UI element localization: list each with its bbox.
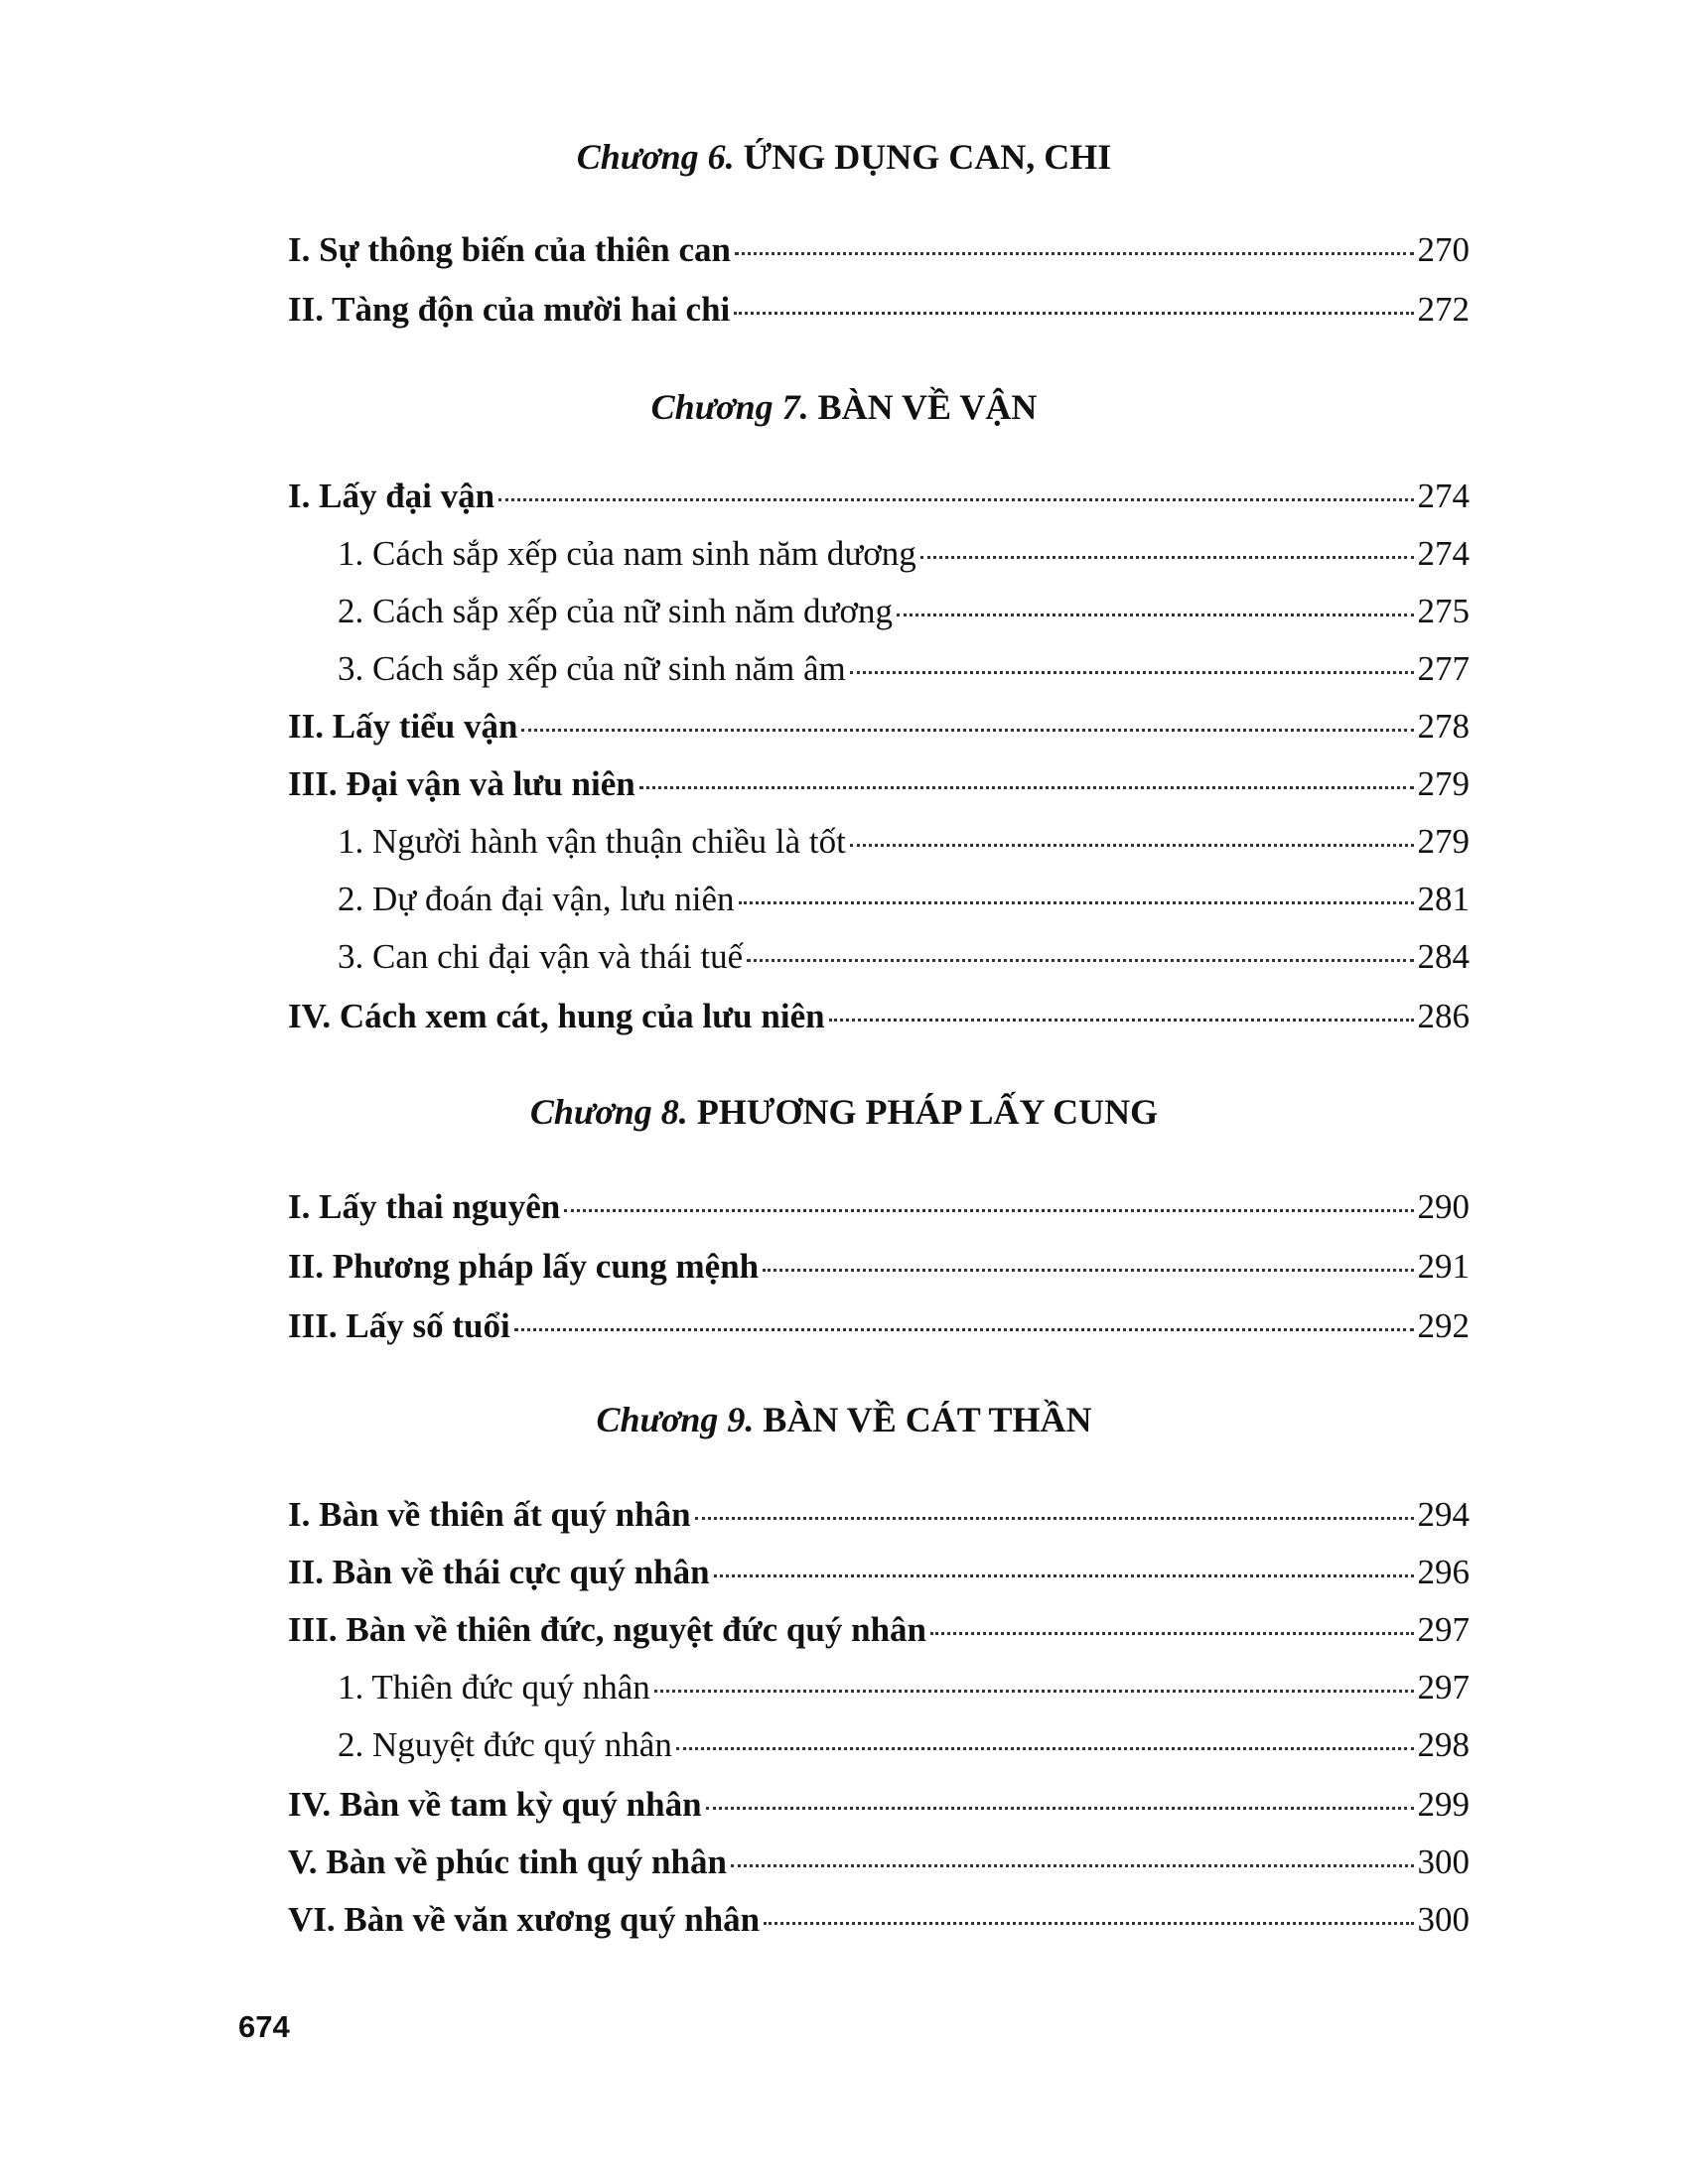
- toc-entry-page: 291: [1417, 1247, 1470, 1286]
- toc-entry-title: 1. Cách sắp xếp của nam sinh năm dương: [338, 534, 916, 573]
- toc-entry-title: II. Bàn về thái cực quý nhân: [288, 1553, 710, 1591]
- toc-entry-page: 284: [1417, 937, 1470, 976]
- toc-entry: [288, 1783, 1470, 1827]
- dot-leader: [897, 614, 1414, 616]
- toc-entry-title: IV. Bàn về tam kỳ quý nhân: [288, 1785, 702, 1824]
- chapter-heading: [0, 135, 1688, 179]
- toc-entry-title: 1. Người hành vận thuận chiều là tốt: [338, 822, 846, 861]
- toc-entry-page: 274: [1417, 477, 1470, 515]
- dot-leader: [850, 844, 1414, 847]
- chapter-label: Chương 7.: [650, 387, 809, 427]
- toc-entry-page: 294: [1417, 1495, 1470, 1534]
- dot-leader: [764, 1922, 1413, 1925]
- toc-entry-title: IV. Cách xem cát, hung của lưu niên: [288, 997, 825, 1035]
- toc-entry: [288, 705, 1470, 749]
- toc-entry-page: 296: [1417, 1553, 1470, 1591]
- toc-entry-page: 274: [1417, 534, 1470, 573]
- toc-entry: [288, 475, 1470, 518]
- toc-entry: [288, 1551, 1470, 1594]
- toc-entry: [338, 935, 1470, 979]
- chapter-title: PHƯƠNG PHÁP LẤY CUNG: [696, 1092, 1159, 1132]
- dot-leader: [654, 1690, 1414, 1693]
- toc-entry-title: II. Phương pháp lấy cung mệnh: [288, 1247, 760, 1286]
- dot-leader: [714, 1574, 1414, 1577]
- toc-entry: [338, 878, 1470, 921]
- toc-entry-title: 2. Nguyệt đức quý nhân: [338, 1725, 672, 1764]
- dot-leader: [739, 901, 1414, 904]
- toc-entry-title: I. Sự thông biến của thiên can: [288, 230, 731, 269]
- toc-entry-title: I. Lấy đại vận: [288, 477, 495, 515]
- toc-entry-title: 1. Thiên đức quý nhân: [338, 1668, 650, 1706]
- dot-leader: [734, 312, 1413, 315]
- toc-entry: [338, 532, 1470, 576]
- dot-leader: [829, 1019, 1414, 1022]
- toc-entry-title: I. Lấy thai nguyên: [288, 1187, 561, 1226]
- toc-entry: [338, 1666, 1470, 1709]
- dot-leader: [920, 556, 1414, 559]
- dot-leader: [735, 252, 1414, 255]
- toc-entry-page: 279: [1417, 764, 1470, 803]
- toc-entry-title: III. Bàn về thiên đức, nguyệt đức quý nhân: [288, 1610, 927, 1649]
- toc-entry-title: 3. Can chi đại vận và thái tuế: [338, 937, 744, 976]
- toc-entry: [288, 1185, 1470, 1229]
- toc-entry: [288, 1245, 1470, 1289]
- toc-entry-page: 278: [1417, 707, 1470, 746]
- toc-entry: [288, 228, 1470, 272]
- dot-leader: [930, 1632, 1413, 1635]
- dot-leader: [564, 1209, 1413, 1212]
- chapter-title: ỨNG DỤNG CAN, CHI: [743, 137, 1112, 177]
- dot-leader: [639, 786, 1414, 789]
- toc-entry-page: 292: [1417, 1306, 1470, 1345]
- toc-entry-page: 298: [1417, 1725, 1470, 1764]
- toc-entry-page: 277: [1417, 649, 1470, 688]
- toc-entry-page: 279: [1417, 822, 1470, 861]
- chapter-title: BÀN VỀ CÁT THẦN: [763, 1400, 1092, 1439]
- toc-entry-page: 299: [1417, 1785, 1470, 1824]
- chapter-label: Chương 6.: [576, 137, 735, 177]
- toc-entry-title: III. Đại vận và lưu niên: [288, 764, 635, 803]
- chapter-title: BÀN VỀ VẬN: [817, 387, 1038, 427]
- chapter-heading: [0, 1090, 1688, 1134]
- page-number: 674: [238, 2009, 290, 2044]
- toc-entry-title: II. Lấy tiểu vận: [288, 707, 518, 746]
- dot-leader: [676, 1747, 1414, 1750]
- toc-entry-page: 272: [1417, 290, 1470, 329]
- toc-entry-page: 297: [1417, 1668, 1470, 1706]
- chapter-heading: [0, 385, 1688, 429]
- toc-entry: [288, 288, 1470, 332]
- dot-leader: [763, 1269, 1413, 1272]
- dot-leader: [731, 1864, 1414, 1867]
- toc-entry-title: V. Bàn về phúc tinh quý nhân: [288, 1843, 727, 1881]
- toc-entry-page: 300: [1417, 1900, 1470, 1939]
- toc-entry: [338, 820, 1470, 864]
- dot-leader: [747, 959, 1413, 962]
- dot-leader: [498, 498, 1413, 501]
- toc-entry-title: III. Lấy số tuổi: [288, 1306, 510, 1345]
- chapter-label: Chương 8.: [529, 1092, 688, 1132]
- toc-entry-page: 270: [1417, 230, 1470, 269]
- toc-entry-page: 281: [1417, 880, 1470, 918]
- chapter-label: Chương 9.: [596, 1400, 755, 1439]
- toc-entry-title: VI. Bàn về văn xương quý nhân: [288, 1900, 761, 1939]
- toc-entry: [288, 1608, 1470, 1652]
- toc-entry: [288, 1304, 1470, 1348]
- dot-leader: [521, 729, 1413, 732]
- toc-entry-title: II. Tàng độn của mười hai chi: [288, 290, 731, 329]
- toc-entry: [338, 590, 1470, 633]
- dot-leader: [514, 1328, 1414, 1331]
- dot-leader: [850, 671, 1414, 674]
- dot-leader: [695, 1517, 1414, 1520]
- chapter-heading: [0, 1398, 1688, 1441]
- toc-entry-page: 290: [1417, 1187, 1470, 1226]
- toc-entry: [338, 647, 1470, 691]
- toc-entry-title: 3. Cách sắp xếp của nữ sinh năm âm: [338, 649, 846, 688]
- dot-leader: [706, 1807, 1414, 1810]
- toc-entry-title: I. Bàn về thiên ất quý nhân: [288, 1495, 691, 1534]
- toc-entry: [288, 1493, 1470, 1537]
- toc-entry-page: 300: [1417, 1843, 1470, 1881]
- toc-entry: [288, 1898, 1470, 1942]
- toc-entry-title: 2. Cách sắp xếp của nữ sinh năm dương: [338, 592, 893, 630]
- toc-entry: [288, 762, 1470, 806]
- toc-entry-title: 2. Dự đoán đại vận, lưu niên: [338, 880, 735, 918]
- toc-entry: [288, 1841, 1470, 1884]
- toc-entry-page: 286: [1417, 997, 1470, 1035]
- toc-entry-page: 297: [1417, 1610, 1470, 1649]
- toc-entry-page: 275: [1417, 592, 1470, 630]
- toc-entry: [288, 995, 1470, 1038]
- toc-entry: [338, 1723, 1470, 1767]
